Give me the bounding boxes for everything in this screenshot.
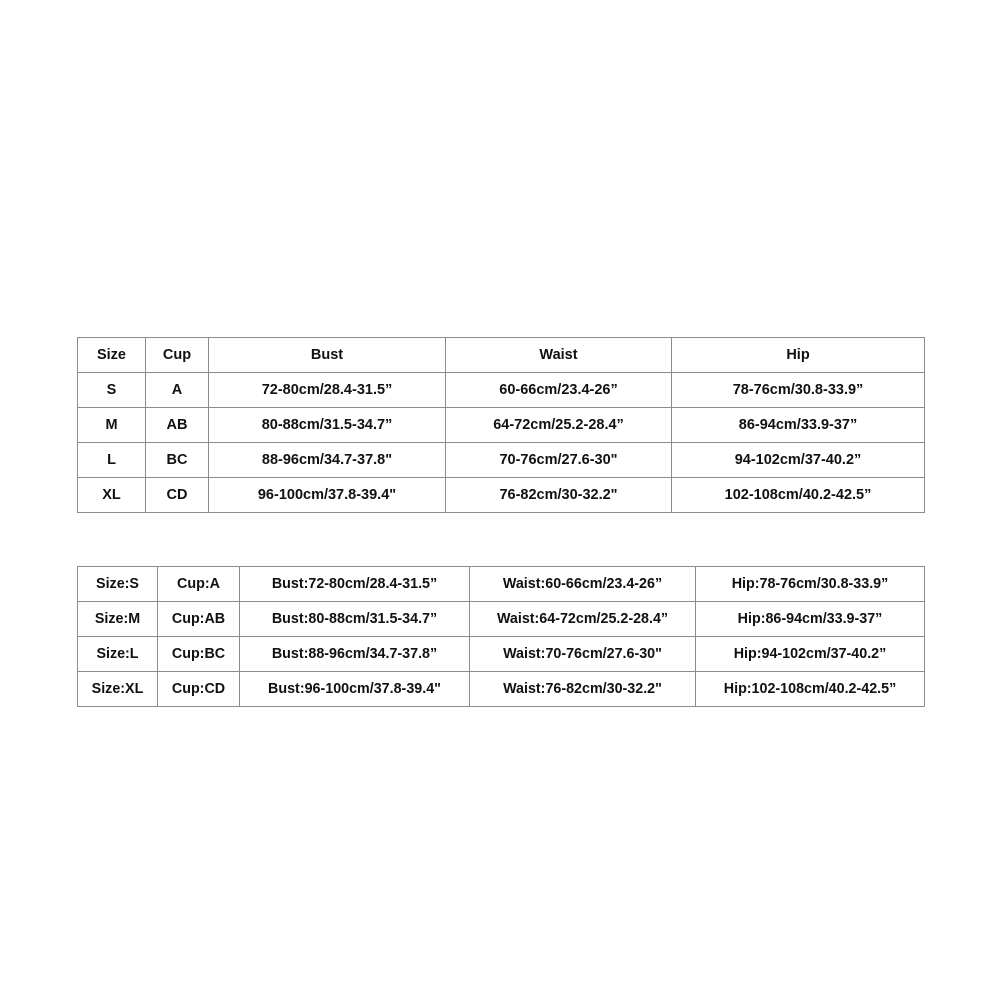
cell-bust: Bust:96-100cm/37.8-39.4" (240, 672, 470, 707)
cell-bust: Bust:88-96cm/34.7-37.8” (240, 637, 470, 672)
header-hip: Hip (672, 338, 925, 373)
cell-bust: Bust:80-88cm/31.5-34.7” (240, 602, 470, 637)
cell-bust: Bust:72-80cm/28.4-31.5” (240, 567, 470, 602)
table-row (78, 373, 925, 408)
size-chart-table (77, 337, 925, 513)
header-size: Size (78, 338, 146, 373)
table-row (78, 602, 925, 637)
cell-hip: 78-76cm/30.8-33.9” (672, 373, 925, 408)
cell-hip: Hip:86-94cm/33.9-37” (696, 602, 925, 637)
size-chart-labeled-table (77, 566, 925, 707)
cell-waist: 70-76cm/27.6-30" (446, 443, 672, 478)
cell-cup: AB (146, 408, 209, 443)
cell-hip: 102-108cm/40.2-42.5” (672, 478, 925, 513)
cell-cup: Cup:A (158, 567, 240, 602)
cell-size: L (78, 443, 146, 478)
cell-size: XL (78, 478, 146, 513)
cell-cup: Cup:AB (158, 602, 240, 637)
table-row (78, 567, 925, 602)
cell-cup: A (146, 373, 209, 408)
table-row (78, 443, 925, 478)
cell-bust: 80-88cm/31.5-34.7” (209, 408, 446, 443)
table-header-row (78, 338, 925, 373)
cell-bust: 88-96cm/34.7-37.8" (209, 443, 446, 478)
cell-size: Size:XL (78, 672, 158, 707)
cell-waist: Waist:64-72cm/25.2-28.4” (470, 602, 696, 637)
cell-hip: 86-94cm/33.9-37” (672, 408, 925, 443)
cell-size: M (78, 408, 146, 443)
header-cup: Cup (146, 338, 209, 373)
cell-hip: 94-102cm/37-40.2” (672, 443, 925, 478)
cell-size: S (78, 373, 146, 408)
cell-waist: 76-82cm/30-32.2" (446, 478, 672, 513)
cell-cup: Cup:BC (158, 637, 240, 672)
cell-bust: 96-100cm/37.8-39.4" (209, 478, 446, 513)
cell-waist: Waist:70-76cm/27.6-30" (470, 637, 696, 672)
cell-waist: 64-72cm/25.2-28.4” (446, 408, 672, 443)
cell-size: Size:L (78, 637, 158, 672)
header-waist: Waist (446, 338, 672, 373)
table-row (78, 672, 925, 707)
cell-size: Size:M (78, 602, 158, 637)
cell-hip: Hip:102-108cm/40.2-42.5” (696, 672, 925, 707)
cell-waist: Waist:60-66cm/23.4-26” (470, 567, 696, 602)
table-row (78, 408, 925, 443)
cell-waist: Waist:76-82cm/30-32.2" (470, 672, 696, 707)
cell-hip: Hip:78-76cm/30.8-33.9” (696, 567, 925, 602)
cell-waist: 60-66cm/23.4-26” (446, 373, 672, 408)
cell-cup: BC (146, 443, 209, 478)
cell-cup: CD (146, 478, 209, 513)
table-row (78, 637, 925, 672)
cell-bust: 72-80cm/28.4-31.5” (209, 373, 446, 408)
cell-size: Size:S (78, 567, 158, 602)
header-bust: Bust (209, 338, 446, 373)
table-row (78, 478, 925, 513)
cell-hip: Hip:94-102cm/37-40.2” (696, 637, 925, 672)
cell-cup: Cup:CD (158, 672, 240, 707)
